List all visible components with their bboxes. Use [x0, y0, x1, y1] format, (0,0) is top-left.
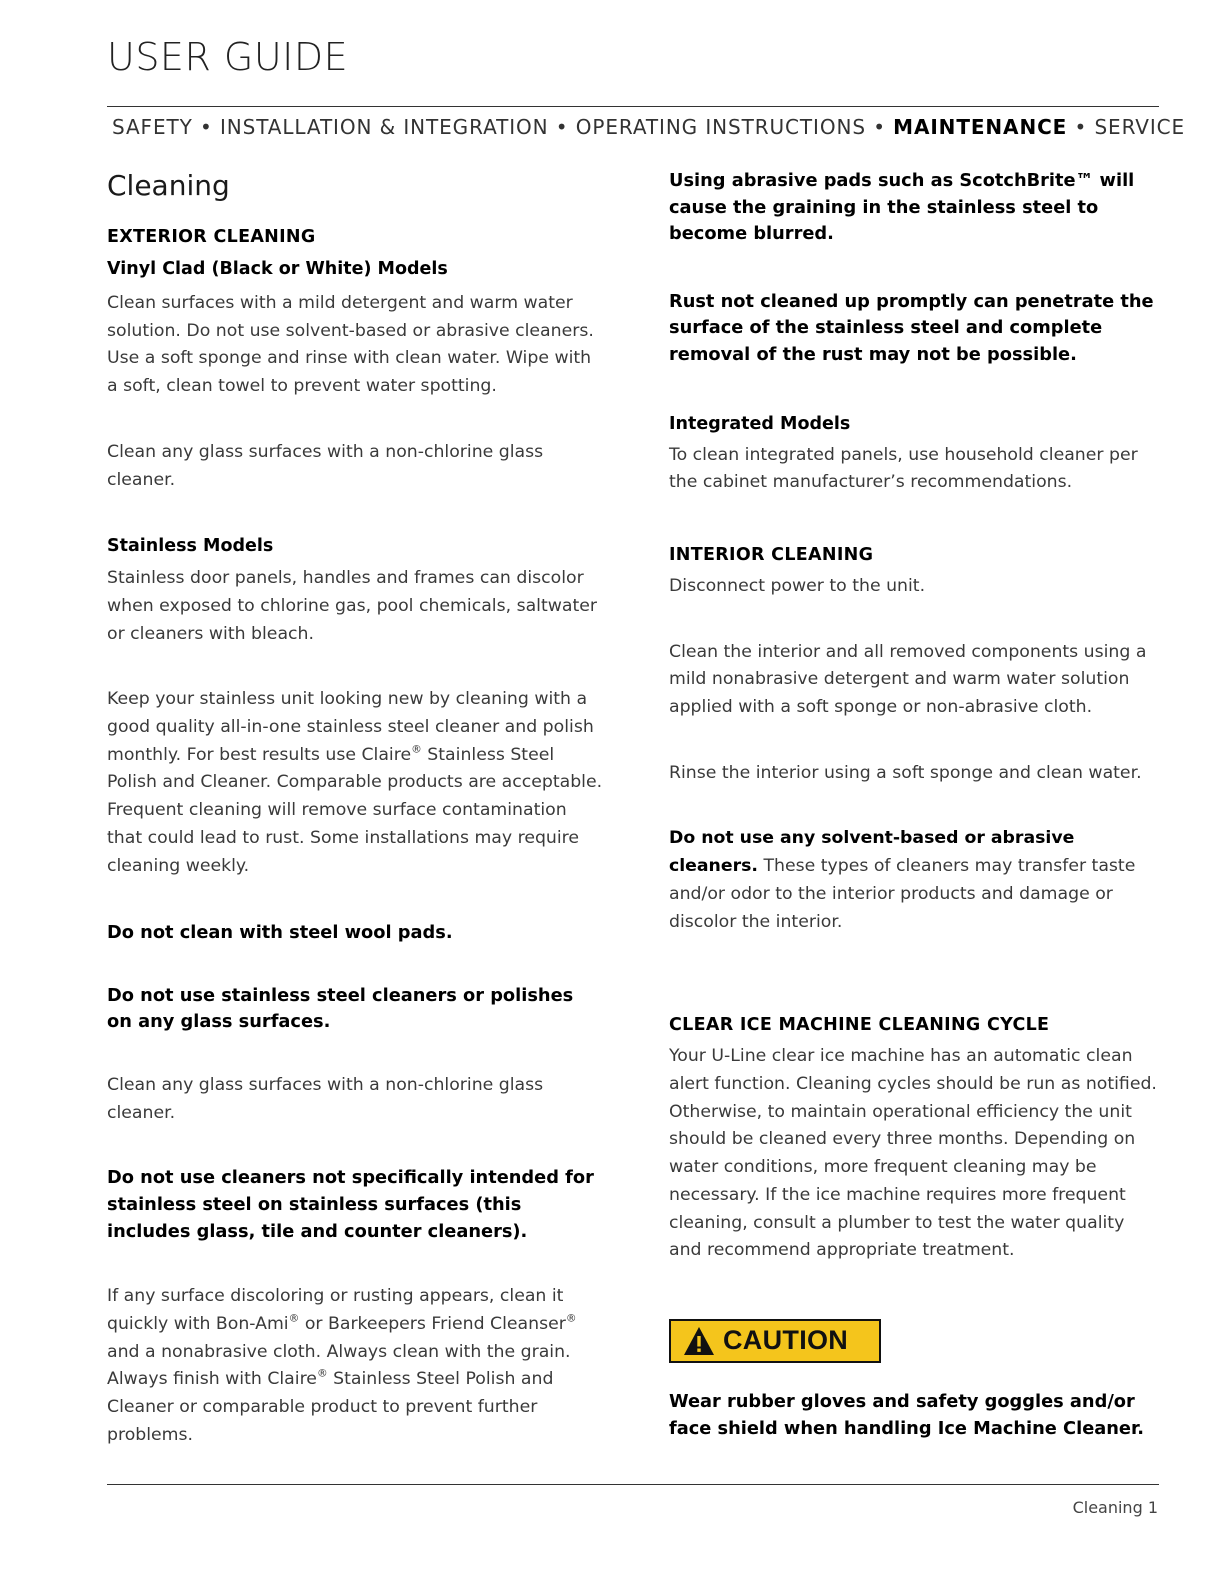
nav-separator: •: [555, 115, 569, 139]
nav-separator: •: [200, 115, 213, 139]
exterior-heading: EXTERIOR CLEANING: [107, 227, 316, 247]
rust-penetration-warning: Rust not cleaned up promptly can penetrate the surface of the stainless steel and complete removal of the rust may not be possible.: [669, 290, 1154, 365]
abrasive-pad-warning: Using abrasive pads such as ScotchBrite™ will cause the graining in the stainless steel to become blurred.: [669, 170, 1135, 245]
section-nav: [112, 114, 1185, 140]
header-divider: [107, 106, 1159, 107]
doc-title: USER GUIDE: [107, 35, 349, 79]
nav-item-operating[interactable]: OPERATING INSTRUCTIONS: [575, 115, 866, 139]
caution-label: CAUTION: [723, 1325, 849, 1356]
caution-badge: [669, 1319, 881, 1363]
glass-polish-warning: Do not use stainless steel cleaners or polishes on any glass surfaces.: [107, 984, 574, 1033]
nav-separator: •: [873, 115, 886, 139]
vinyl-paragraph: Clean surfaces with a mild detergent and warm water solution. Do not use solvent-based or abrasive cleaners. Use a soft sponge and rinse with clean water. Wipe with a soft, clean towel to prevent water spotting.: [107, 293, 594, 397]
interior-heading: INTERIOR CLEANING: [669, 544, 874, 565]
vinyl-glass-paragraph: Clean any glass surfaces with a non-chlorine glass cleaner.: [107, 441, 544, 490]
stainless-care-paragraph: Keep your stainless unit looking new by cleaning with a good quality all-in-one stainless steel cleaner and polish monthly. For best results use Claire® Stainless Steel Polish and Cleaner. Comparable products are acceptable. Frequent cleaning will remove surface contamination that could lead to rust. Some installations may require cleaning weekly.: [107, 689, 603, 876]
integrated-paragraph: To clean integrated panels, use household cleaner per the cabinet manufacturer’s recommendations.: [669, 444, 1138, 493]
caution-text: Wear rubber gloves and safety goggles and/or face shield when handling Ice Machine Cleaner.: [669, 1390, 1144, 1439]
nav-item-service[interactable]: SERVICE: [1094, 115, 1186, 139]
ice-machine-heading: CLEAR ICE MACHINE CLEANING CYCLE: [669, 1015, 1050, 1036]
nav-item-installation[interactable]: INSTALLATION & INTEGRATION: [219, 115, 549, 139]
disconnect-paragraph: Disconnect power to the unit.: [669, 575, 926, 596]
non-stainless-cleaner-warning: Do not use cleaners not specifically intended for stainless steel on stainless surfaces (this includes glass, tile and counter cleaners).: [107, 1167, 594, 1242]
ice-machine-paragraph: Your U-Line clear ice machine has an automatic clean alert function. Cleaning cycles should be run as notified. Otherwise, to maintain operational efficiency the unit should be cleaned every three months. Depending on water conditions, more frequent cleaning may be necessary. If the ice machine requires more frequent cleaning, consult a plumber to test the water quality and recommend appropriate treatment.: [669, 1046, 1157, 1261]
footer-divider: [107, 1484, 1159, 1485]
solvent-warning-paragraph: Do not use any solvent-based or abrasive cleaners. These types of cleaners may transfer taste and/or odor to the interior products and damage or discolor the interior.: [669, 828, 1136, 932]
rinse-paragraph: Rinse the interior using a soft sponge and clean water.: [669, 762, 1142, 783]
steel-wool-warning: Do not clean with steel wool pads.: [107, 922, 453, 944]
interior-clean-paragraph: Clean the interior and all removed components using a mild nonabrasive detergent and warm water solution applied with a soft sponge or non-abrasive cloth.: [669, 641, 1147, 718]
rust-paragraph: If any surface discoloring or rusting appears, clean it quickly with Bon-Ami® or Barkeepers Friend Cleanser® and a nonabrasive cloth. Always clean with the grain. Always finish with Claire® Stainless Steel Polish and Cleaner or comparable product to prevent further problems.: [107, 1286, 577, 1445]
nav-separator: •: [1074, 115, 1088, 139]
nav-item-maintenance[interactable]: MAINTENANCE: [893, 115, 1068, 139]
stainless-heading: Stainless Models: [107, 536, 274, 557]
glass-cleaner-paragraph: Clean any glass surfaces with a non-chlorine glass cleaner.: [107, 1075, 544, 1123]
page-footer: Cleaning 1: [1072, 1498, 1158, 1517]
warning-triangle-icon: [683, 1326, 715, 1356]
left-column: [107, 164, 603, 1449]
vinyl-heading: Vinyl Clad (Black or White) Models: [107, 259, 448, 279]
right-column: [669, 168, 1159, 1442]
stainless-discolor-paragraph: Stainless door panels, handles and frames can discolor when exposed to chlorine gas, pool chemicals, saltwater or cleaners with bleach.: [107, 568, 597, 644]
nav-item-safety[interactable]: SAFETY: [112, 115, 193, 139]
section-title: Cleaning: [107, 169, 230, 202]
integrated-heading: Integrated Models: [669, 413, 851, 434]
